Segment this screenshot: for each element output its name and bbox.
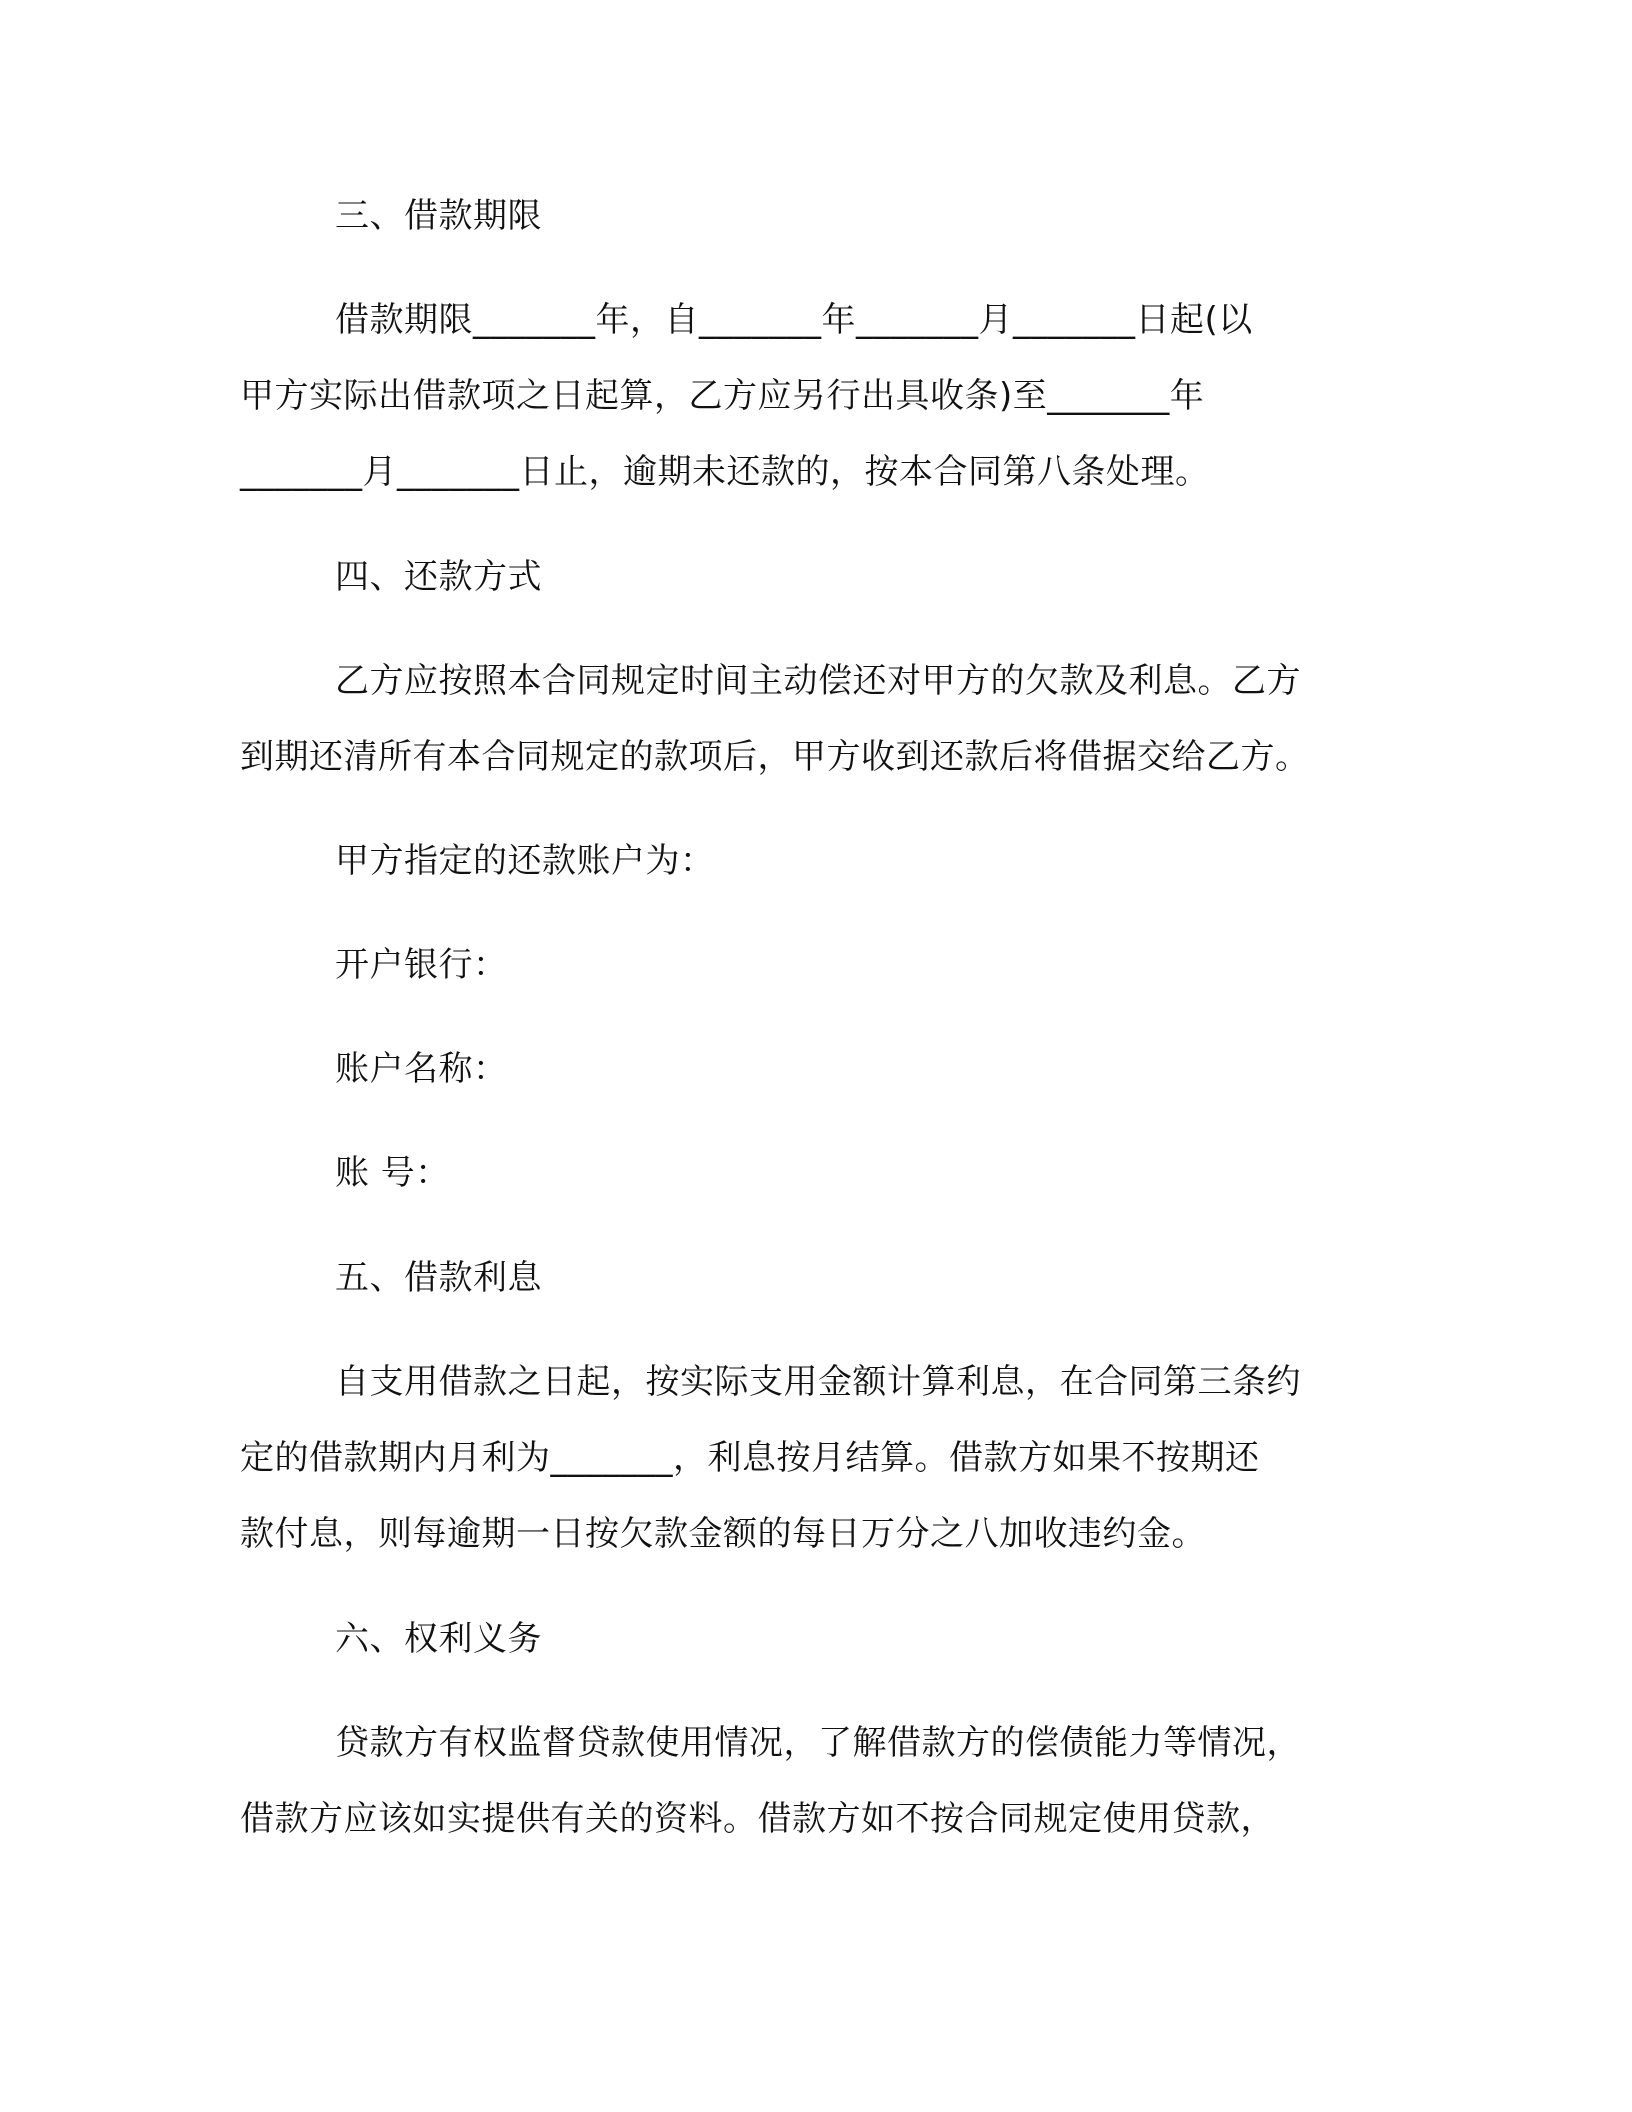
section-6-line-1: 贷款方有权监督贷款使用情况，了解借款方的偿债能力等情况，	[335, 1723, 1301, 1763]
account-intro: 甲方指定的还款账户为：	[335, 841, 715, 881]
section-5-line-2: 定的借款期内月利为_______，利息按月结算。借款方如果不按期还	[240, 1438, 1260, 1478]
section-3-line-1: 借款期限_______年，自_______年_______月_______日起(以	[335, 300, 1253, 340]
section-4-line-1: 乙方应按照本合同规定时间主动偿还对甲方的欠款及利息。乙方	[335, 661, 1301, 701]
section-5-line-1: 自支用借款之日起，按实际支用金额计算利息，在合同第三条约	[335, 1362, 1301, 1402]
section-3-line-2: 甲方实际出借款项之日起算，乙方应另行出具收条)至_______年	[240, 376, 1205, 416]
bank-label: 开户银行：	[335, 945, 508, 985]
section-6-heading: 六、权利义务	[335, 1619, 542, 1659]
section-4-line-2: 到期还清所有本合同规定的款项后，甲方收到还款后将借据交给乙方。	[240, 737, 1310, 777]
section-3-line-3: _______月_______日止，逾期未还款的，按本合同第八条处理。	[240, 452, 1210, 492]
section-4-heading: 四、还款方式	[335, 557, 542, 597]
section-6-line-2: 借款方应该如实提供有关的资料。借款方如不按合同规定使用贷款，	[240, 1799, 1275, 1839]
account-number-label: 账 号：	[335, 1153, 450, 1193]
account-name-label: 账户名称：	[335, 1049, 508, 1089]
section-5-heading: 五、借款利息	[335, 1258, 542, 1298]
section-3-heading: 三、借款期限	[335, 196, 542, 236]
section-5-line-3: 款付息，则每逾期一日按欠款金额的每日万分之八加收违约金。	[240, 1514, 1206, 1554]
